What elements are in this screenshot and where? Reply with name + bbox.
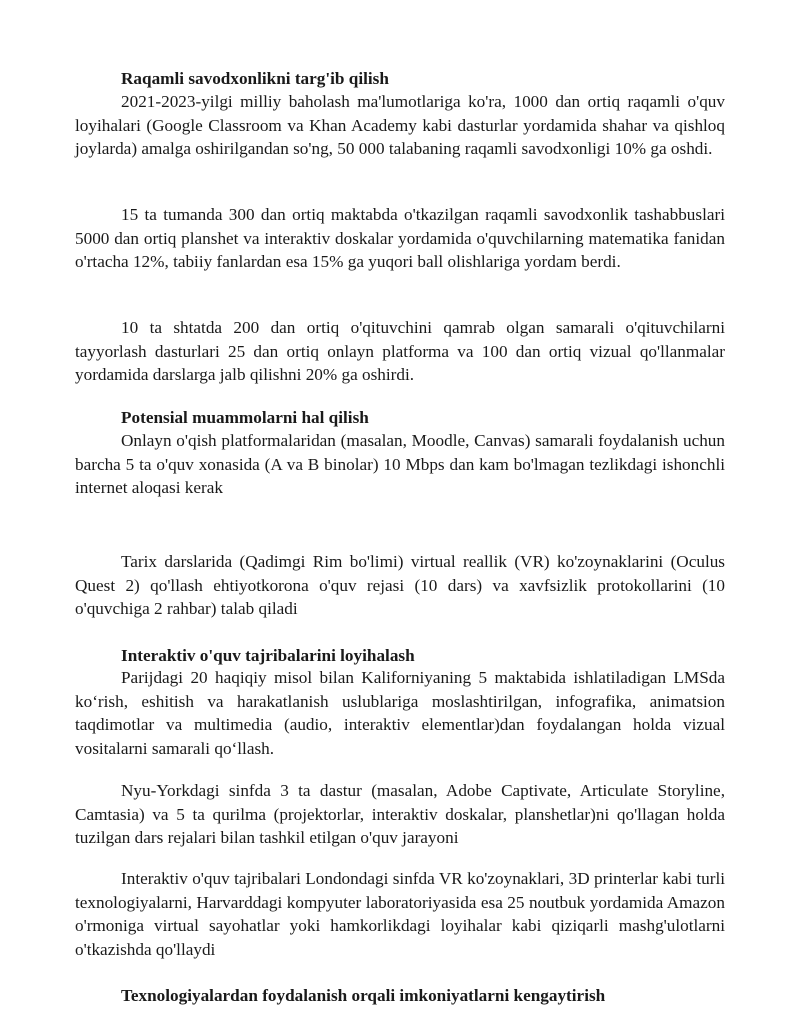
paragraph: Onlayn o'qish platformalaridan (masalan, Moodle, Canvas) samarali foydalanish uchun barcha 5 ta o'quv xonasida (A va B binolar) 10 Mbps dan kam bo'lmagan tezlikdagi ishonchli internet aloqasi kerak	[75, 431, 725, 497]
section-heading: Raqamli savodxonlikni targ'ib qilish	[121, 69, 389, 88]
paragraph: 15 ta tumanda 300 dan ortiq maktabda o'tkazilgan raqamli savodxonlik tashabbuslari 5000 dan ortiq planshet va interaktiv doskalar yordamida o'quvchilarning matematika fanidan o'rtacha 12%, tabiiy fanlardan esa 15% ga yuqori ball olishlariga yordam berdi.	[75, 205, 725, 271]
paragraph: Tarix darslarida (Qadimgi Rim bo'limi) virtual reallik (VR) ko'zoynaklarini (Oculus Quest 2) qo'llash ehtiyotkorona o'quv rejasi (10 dars) va xavfsizlik protokollarini (10 o'quvchiga 2 rahbar) talab qiladi	[75, 552, 725, 618]
paragraph: 2021-2023-yilgi milliy baholash ma'lumotlariga ko'ra, 1000 dan ortiq raqamli o'quv loyihalari (Google Classroom va Khan Academy kabi dasturlar yordamida shahar va qishloq joylarda) amalga oshirilgandan so'ng, 50 000 talabaning raqamli savodxonligi 10% ga oshdi.	[75, 92, 725, 158]
paragraph: 10 ta shtatda 200 dan ortiq o'qituvchini qamrab olgan samarali o'qituvchilarni tayyorlash dasturlari 25 dan ortiq onlayn platforma va 100 dan ortiq vizual qo'llanmalar yordamida darslarga jalb qilishni 20% ga oshirdi.	[75, 318, 725, 384]
paragraph: Nyu-Yorkdagi sinfda 3 ta dastur (masalan, Adobe Captivate, Articulate Storyline, Camtasia) va 5 ta qurilma (projektorlar, interaktiv doskalar, planshetlar)ni qo'llagan holda tuzilgan dars rejalari bilan tashkil etilgan o'quv jarayoni	[75, 781, 725, 847]
paragraph: Interaktiv o'quv tajribalari Londondagi sinfda VR ko'zoynaklari, 3D printerlar kabi turli texnologiyalarni, Harvarddagi kompyuter laboratoriyasida esa 25 noutbuk yordamida Amazon o'rmoniga virtual sayohatlar yoki hamkorlikdagi loyihalar kabi qiziqarli mashg'ulotlarni o'tkazishda qo'llaydi	[75, 869, 725, 959]
section-heading: Interaktiv o'quv tajribalarini loyihalash	[121, 646, 415, 665]
section-heading: Texnologiyalardan foydalanish orqali imkoniyatlarni kengaytirish	[121, 986, 606, 1005]
paragraph: Parijdagi 20 haqiqiy misol bilan Kaliforniyaning 5 maktabida ishlatiladigan LMSda ko‘rish, eshitish va harakatlanish uslublariga moslashtirilgan, infografika, animatsion taqdimotlar va multimedia (audio, interaktiv elementlar)dan foydalangan holda vizual vositalarni samarali qo‘llash.	[75, 668, 725, 758]
section-heading: Potensial muammolarni hal qilish	[121, 408, 369, 427]
